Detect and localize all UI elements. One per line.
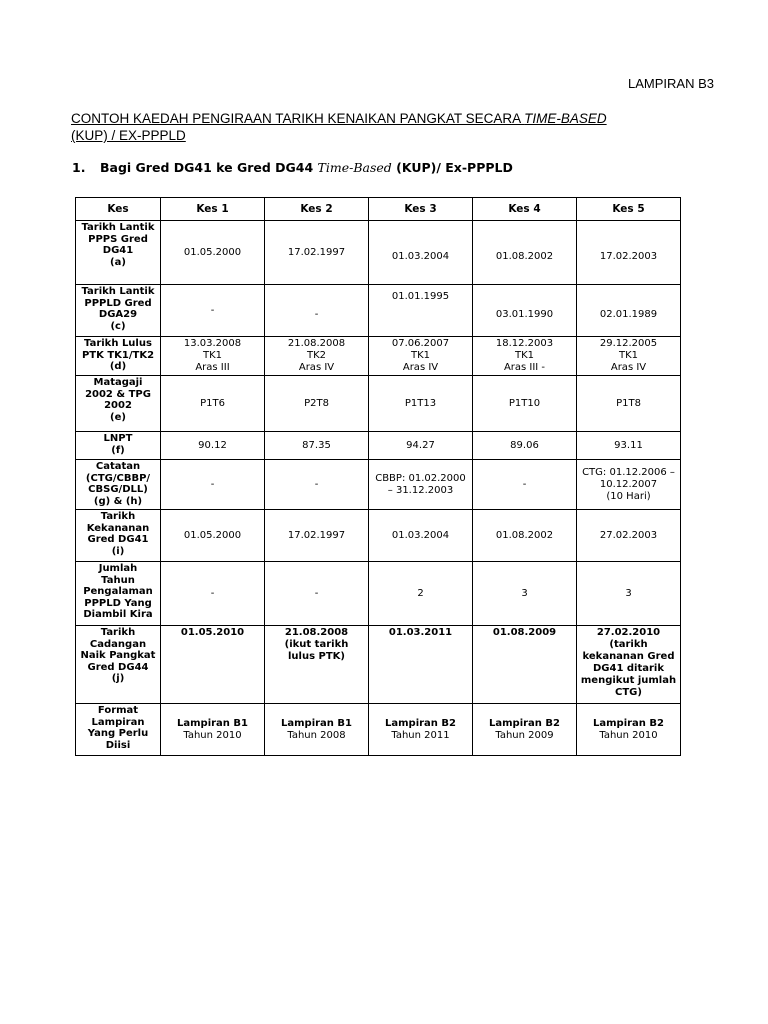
row-label: Tarikh Cadangan Naik Pangkat Gred DG44 (j) [76, 626, 161, 704]
table-cell: 01.05.2000 [161, 221, 265, 285]
table-cell: - [265, 562, 369, 626]
table-row [76, 376, 681, 432]
table-cell: P1T6 [161, 376, 265, 432]
row-label: Tarikh Lulus PTK TK1/TK2 (d) [76, 337, 161, 376]
table-cell: - [473, 460, 577, 510]
table-cell: Lampiran B2 Tahun 2011 [369, 704, 473, 756]
table-cell: 93.11 [577, 432, 681, 460]
table-row [76, 626, 681, 704]
lampiran-code: LAMPIRAN B3 [628, 76, 714, 91]
table-cell: - [265, 285, 369, 337]
table-cell: 01.08.2002 [473, 221, 577, 285]
table-cell: 03.01.1990 [473, 285, 577, 337]
table-cell: 94.27 [369, 432, 473, 460]
header-kes-5: Kes 5 [577, 198, 681, 221]
table-cell: 87.35 [265, 432, 369, 460]
table-row [76, 510, 681, 562]
table-cell: 3 [577, 562, 681, 626]
table-row [76, 221, 681, 285]
header-kes-4: Kes 4 [473, 198, 577, 221]
row-label: Jumlah Tahun Pengalaman PPPLD Yang Diambil Kira [76, 562, 161, 626]
section-text-2: (KUP)/ Ex-PPPLD [391, 160, 513, 175]
table-cell: CBBP: 01.02.2000 – 31.12.2003 [369, 460, 473, 510]
table-cell: 90.12 [161, 432, 265, 460]
document-title [71, 110, 711, 144]
table-cell: - [161, 285, 265, 337]
table-cell: 01.01.1995 [369, 285, 473, 337]
table-cell: 01.08.2009 [473, 626, 577, 704]
table-cell: 02.01.1989 [577, 285, 681, 337]
table-cell: - [161, 562, 265, 626]
title-part-2: (KUP) / EX-PPPLD [71, 128, 186, 143]
table-cell: - [265, 460, 369, 510]
table-cell: 21.08.2008 TK2 Aras IV [265, 337, 369, 376]
header-kes-1: Kes 1 [161, 198, 265, 221]
table-cell: P1T8 [577, 376, 681, 432]
header-kes-2: Kes 2 [265, 198, 369, 221]
table-cell: P2T8 [265, 376, 369, 432]
table-row [76, 460, 681, 510]
section-text-1: Bagi Gred DG41 ke Gred DG44 [100, 160, 318, 175]
title-italic: TIME-BASED [524, 111, 607, 126]
table-cell: 27.02.2010 (tarikh kekananan Gred DG41 ditarik mengikut jumlah CTG) [577, 626, 681, 704]
table-cell: Lampiran B2 Tahun 2009 [473, 704, 577, 756]
table-cell: 3 [473, 562, 577, 626]
table-cell: Lampiran B1 Tahun 2008 [265, 704, 369, 756]
table-cell: 29.12.2005 TK1 Aras IV [577, 337, 681, 376]
table-cell: P1T10 [473, 376, 577, 432]
table-cell: Lampiran B1 Tahun 2010 [161, 704, 265, 756]
table-cell: 01.03.2004 [369, 510, 473, 562]
table-cell: 01.05.2010 [161, 626, 265, 704]
table-cell: 13.03.2008 TK1 Aras III [161, 337, 265, 376]
table-cell: 01.03.2011 [369, 626, 473, 704]
table-row [76, 704, 681, 756]
row-label: Matagaji 2002 & TPG 2002 (e) [76, 376, 161, 432]
table-cell: 17.02.1997 [265, 221, 369, 285]
section-number: 1. [72, 160, 86, 175]
table-cell: 01.08.2002 [473, 510, 577, 562]
table-cell: 07.06.2007 TK1 Aras IV [369, 337, 473, 376]
table-cell: 17.02.1997 [265, 510, 369, 562]
header-kes-3: Kes 3 [369, 198, 473, 221]
table-row [76, 337, 681, 376]
table-row [76, 285, 681, 337]
table-cell: 01.05.2000 [161, 510, 265, 562]
table-cell: 27.02.2003 [577, 510, 681, 562]
table-row [76, 432, 681, 460]
header-kes: Kes [76, 198, 161, 221]
row-label: Catatan (CTG/CBBP/ CBSG/DLL) (g) & (h) [76, 460, 161, 510]
table-cell: 89.06 [473, 432, 577, 460]
title-part-1: CONTOH KAEDAH PENGIRAAN TARIKH KENAIKAN PANGKAT SECARA [71, 111, 525, 126]
table-cell: Lampiran B2 Tahun 2010 [577, 704, 681, 756]
row-label: Tarikh Lantik PPPS Gred DG41 (a) [76, 221, 161, 285]
table-cell: 21.08.2008 (ikut tarikh lulus PTK) [265, 626, 369, 704]
table-cell: P1T13 [369, 376, 473, 432]
table-cell: 17.02.2003 [577, 221, 681, 285]
section-heading [72, 160, 513, 175]
table-cell: 2 [369, 562, 473, 626]
promotion-table [75, 197, 681, 756]
row-label: LNPT (f) [76, 432, 161, 460]
table-cell: 01.03.2004 [369, 221, 473, 285]
table-header-row [76, 198, 681, 221]
table-row [76, 562, 681, 626]
table-cell: 18.12.2003 TK1 Aras III - [473, 337, 577, 376]
table-cell: CTG: 01.12.2006 – 10.12.2007 (10 Hari) [577, 460, 681, 510]
table-cell: - [161, 460, 265, 510]
row-label: Format Lampiran Yang Perlu Diisi [76, 704, 161, 756]
section-text-italic: Time-Based [317, 160, 392, 175]
row-label: Tarikh Lantik PPPLD Gred DGA29 (c) [76, 285, 161, 337]
row-label: Tarikh Kekananan Gred DG41 (i) [76, 510, 161, 562]
